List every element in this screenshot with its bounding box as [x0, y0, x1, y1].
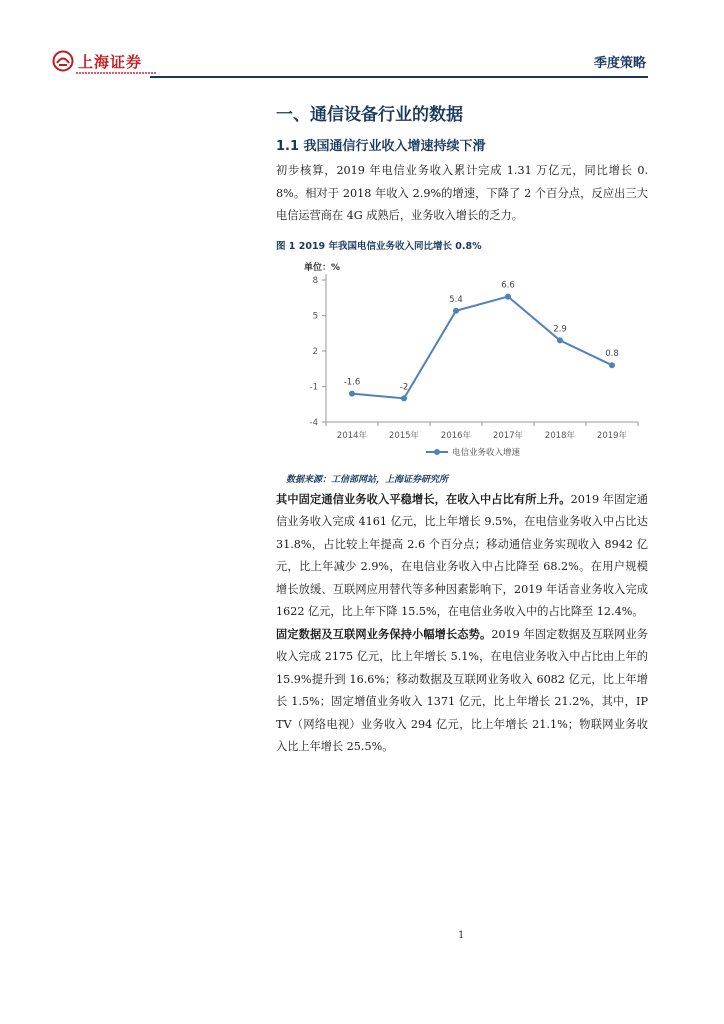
- figure-title: 图 1 2019 年我国电信业务收入同比增长 0.8%: [276, 240, 482, 252]
- y-tick-label: 8: [312, 275, 318, 286]
- data-label: 6.6: [501, 280, 515, 291]
- brand-name: 上海证券: [78, 52, 143, 71]
- data-point: [557, 337, 563, 343]
- brand-subtitle: [76, 72, 156, 74]
- paragraph-2-lead: 其中固定通信业务收入平稳增长，在收入中占比有所上升。: [276, 492, 571, 506]
- figure-source: 数据来源：工信部网站，上海证券研究所: [286, 474, 449, 485]
- y-tick-label: 2: [312, 346, 318, 357]
- paragraph-3-body: 2019 年固定数据及互联网业务收入完成 2175 亿元，比上年增长 5.1%，在电信业务收入中占比由上年的 15.9%提升到 16.6%；移动数据及互联网业务收入 6082 亿元，比上年增长 1.5%；固定增值业务收入 1371 亿元，比上年增长 21.2%，其中，IPTV（网络电视）业务收入 294 亿元，比上年增长 21.1%；物联网业务收入比上年增长 25.5%。: [276, 627, 648, 753]
- paragraph-2: [276, 489, 648, 624]
- y-tick-label: -1: [309, 382, 318, 392]
- data-point: [349, 390, 355, 396]
- data-label: 0.8: [605, 348, 619, 359]
- chart-unit-label: 单位：%: [304, 262, 341, 273]
- legend-label: 电信业务收入增速: [452, 447, 521, 458]
- data-label: -2: [399, 381, 409, 392]
- x-tick-label: 2014年: [336, 430, 368, 441]
- data-point: [453, 307, 459, 313]
- page-number: 1: [458, 930, 465, 941]
- paragraph-3: [276, 624, 648, 759]
- data-point: [609, 362, 615, 368]
- growth-chart: [276, 256, 648, 468]
- x-tick-label: 2019年: [596, 430, 628, 441]
- paragraph-3-lead: 固定数据及互联网业务保持小幅增长态势。: [276, 627, 492, 641]
- data-point: [401, 395, 407, 401]
- paragraph-1: 初步核算，2019 年电信业务收入累计完成 1.31 万亿元，同比增长 0.8%。相对于 2018 年收入 2.9%的增速，下降了 2 个百分点，反应出三大电信运营商在 4G 成熟后，业务收入增长的乏力。: [276, 164, 648, 222]
- brand-emblem-icon: [52, 50, 74, 72]
- y-tick-label: -4: [309, 417, 318, 428]
- main-content: [276, 100, 648, 759]
- brand-logo: [52, 50, 142, 72]
- section-subtitle: 1.1 我国通信行业收入增速持续下滑: [276, 139, 486, 154]
- section-title: 一、通信设备行业的数据: [276, 105, 463, 125]
- x-tick-label: 2016年: [440, 430, 472, 441]
- x-tick-label: 2015年: [388, 430, 420, 441]
- y-tick-label: 5: [312, 311, 318, 321]
- data-label: 5.4: [449, 294, 463, 305]
- chart-svg: [276, 256, 648, 468]
- header-divider: [150, 76, 648, 78]
- data-point: [505, 293, 511, 299]
- paragraph-2-body: 2019 年固定通信业务收入完成 4161 亿元，比上年增长 9.5%，在电信业务收入中占比达 31.8%，占比较上年提高 2.6 个百分点；移动通信业务实现收入 8942 亿元，比上年减少 2.9%，在电信业务收入中占比降至 68.2%。在用户规模增长放缓、互联网应用替代等多种因素影响下，2019 年话音业务收入完成 1622 亿元，比上年下降 15.5%，在电信业务收入中的占比降至 12.4%。: [276, 492, 648, 618]
- data-label: 2.9: [553, 323, 567, 334]
- x-tick-label: 2017年: [492, 430, 524, 441]
- legend-marker: [434, 449, 440, 455]
- report-type: 季度策略: [593, 56, 646, 71]
- data-label: -1.6: [343, 377, 361, 388]
- x-tick-label: 2018年: [544, 430, 576, 441]
